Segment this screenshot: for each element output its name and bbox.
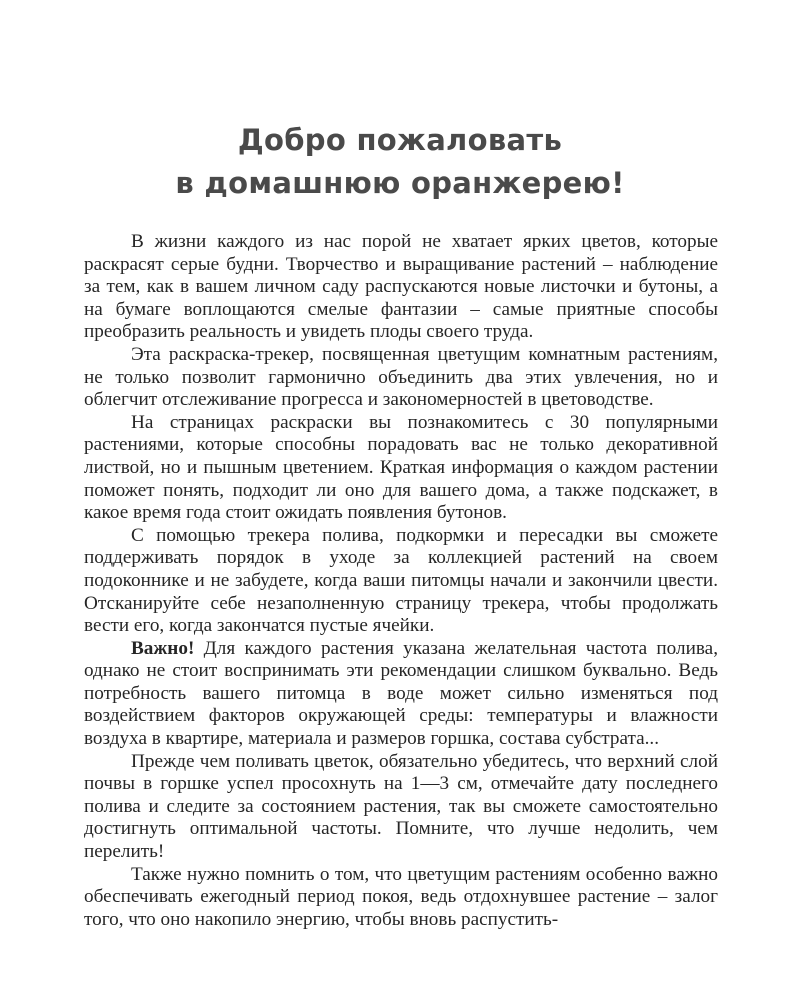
page-title-line-2: в домашнюю оранжерею! — [175, 166, 625, 201]
paragraph-text: Эта раскраска-трекер, посвященная цветущим комнатным растениям, не только позволит гармонично объединить два этих увлечения, но и облегчит отслеживание прогресса и закономерностей в цветоводстве. — [84, 343, 718, 411]
paragraph-text: С помощью трекера полива, подкормки и пересадки вы сможете поддерживать порядок в уходе за коллекцией растений на своем подоконнике и не забудете, когда ваши питомцы начали и закончили цвести. Отсканируйте себе незаполненную страницу трекера, чтобы продолжать вести его, когда закончатся пустые ячейки. — [84, 524, 718, 637]
paragraph — [84, 412, 718, 525]
paragraph-text: Также нужно помнить о том, что цветущим растениям особенно важно обеспечивать ежегодный период покоя, ведь отдохнувшее растение – залог того, что оно накопило энергию, чтобы вновь распустить- — [84, 863, 718, 930]
paragraph-text: Прежде чем поливать цветок, обязательно убедитесь, что верхний слой почвы в горшке успел просохнуть на 1—3 см, отмечайте дату последнего полива и следите за состоянием растения, так вы сможете самостоятельно достигнуть оптимальной частоты. Помните, что лучше недолить, чем перелить! — [84, 750, 718, 863]
paragraph — [84, 344, 718, 412]
paragraph-text: Для каждого растения указана желательная частота полива, однако не стоит воспринимать эти рекомендации слишком буквально. Ведь потребность вашего питомца в воде может сильно изменяться под воздействием факторов окружающей среды: температуры и влажности воздуха в квартире, материала и размеров горшка, состава субстрата... — [84, 637, 718, 750]
body-text — [84, 231, 718, 931]
paragraph — [84, 864, 718, 932]
page-title-line-1: Добро пожаловать — [237, 123, 563, 158]
paragraph — [84, 525, 718, 638]
paragraph-text: В жизни каждого из нас порой не хватает ярких цветов, которые раскрасят серые будни. Творчество и выращивание растений – наблюдение за тем, как в вашем личном саду распускаются новые листочки и бутоны, а на бумаге воплощаются смелые фантазии – самые приятные способы преобразить реальность и увидеть плоды своего труда. — [84, 231, 718, 343]
paragraph — [84, 751, 718, 864]
page-title — [0, 119, 800, 205]
important-lead: Важно! — [131, 637, 195, 659]
paragraph — [84, 231, 718, 344]
paragraph-text: На страницах раскраски вы познакомитесь с 30 популярными растениями, которые способны порадовать вас не только декоративной листвой, но и пышным цветением. Краткая информация о каждом растении поможет понять, подходит ли оно для вашего дома, а также подскажет, в какое время года стоит ожидать появления бутонов. — [84, 411, 718, 524]
paragraph-important — [84, 638, 718, 751]
